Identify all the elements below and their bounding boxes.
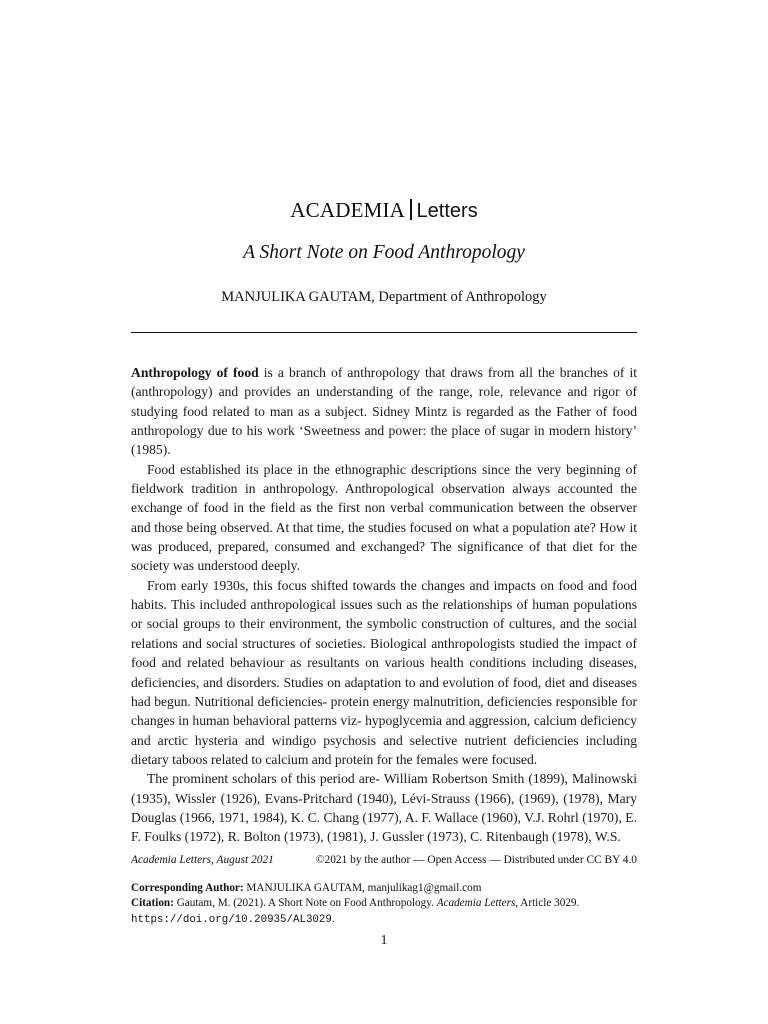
body-paragraph-1 — [131, 363, 637, 460]
lead-term: Anthropology of food — [131, 365, 259, 380]
header-rule — [131, 332, 637, 333]
corresponding-author — [131, 881, 637, 896]
footer-journal-date: Academia Letters, August 2021 — [131, 854, 274, 866]
page-number: 1 — [380, 932, 388, 947]
citation-article: , Article 3029. — [515, 897, 580, 910]
citation-label: Citation: — [131, 897, 174, 910]
author-line: MANJULIKA GAUTAM, Department of Anthropology — [221, 289, 547, 305]
masthead-brand: ACADEMIA — [290, 198, 406, 222]
corresponding-label: Corresponding Author: — [131, 882, 244, 894]
doi-line — [131, 912, 637, 928]
footer-license: ©2021 by the author — Open Access — Distributed under CC BY 4.0 — [315, 854, 637, 866]
citation-text: Gautam, M. (2021). A Short Note on Food Anthropology. — [173, 897, 437, 910]
doi-link[interactable]: https://doi.org/10.20935/AL3029 — [131, 913, 332, 926]
body-paragraph-3: From early 1930s, this focus shifted towards the changes and impacts on food and food habits. This included anthropological issues such as the relationships of human populations or social groups to their environment, the symbolic construction of cultures, and the social relations and social structures of societies. Biological anthropologists studied the impact of food and related behaviour as resultants on various health conditions including diseases, deficiencies, and disorders. Studies on adaptation to and evolution of food, diet and diseases had begun. Nutritional deficiencies- protein energy malnutrition, deficiencies responsible for changes in human behavioral patterns viz- hypoglycemia and aggression, calcium deficiency and arctic hysteria and windigo psychosis and selective nutrient deficiencies including dietary taboos related to calcium and protein for the females were focused. — [131, 577, 637, 767]
citation-journal: Academia Letters — [436, 897, 516, 910]
paragraph-1-text: is a branch of anthropology that draws from all the branches of it (anthropology) and provides an understanding of the range, role, relevance and rigor of studying food related to man as a subject. Sidney Mintz is regarded as the Father of food anthropology due to his work ‘Sweetness and power: the place of sugar in modern history’ (1985). — [131, 365, 638, 458]
body-paragraph-2: Food established its place in the ethnographic descriptions since the very beginning of fieldwork tradition in anthropology. Anthropological observation always accounted the exchange of food in the field as the first non verbal communication between the observer and those being observed. At that time, the studies focused on what a population ate? How it was produced, prepared, consumed and exchanged? The significance of that diet for the society was understood deeply. — [131, 461, 637, 574]
citation — [131, 896, 637, 911]
article-title: A Short Note on Food Anthropology — [243, 242, 525, 263]
article-body — [131, 363, 637, 865]
journal-masthead — [0, 198, 768, 223]
body-paragraph-4: The prominent scholars of this period are- William Robertson Smith (1899), Malinowski (1935), Wissler (1926), Evans-Pritchard (1940), Lévi-Strauss (1966), (1969), (1978), Mary Douglas (1966, 1971, 1984), K. C. Chang (1977), A. F. Wallace (1960), V.J. Rohrl (1970), E. F. Foulks (1972), R. Bolton (1973), (1981), J. Gussler (1973), C. Ritenbaugh (1978), W.S. — [131, 771, 637, 845]
doi-period: . — [331, 912, 335, 925]
masthead-divider — [410, 199, 412, 220]
article-metadata — [131, 881, 637, 928]
corresponding-value: MANJULIKA GAUTAM, manjulikag1@gmail.com — [243, 882, 482, 894]
masthead-section: Letters — [416, 200, 478, 222]
